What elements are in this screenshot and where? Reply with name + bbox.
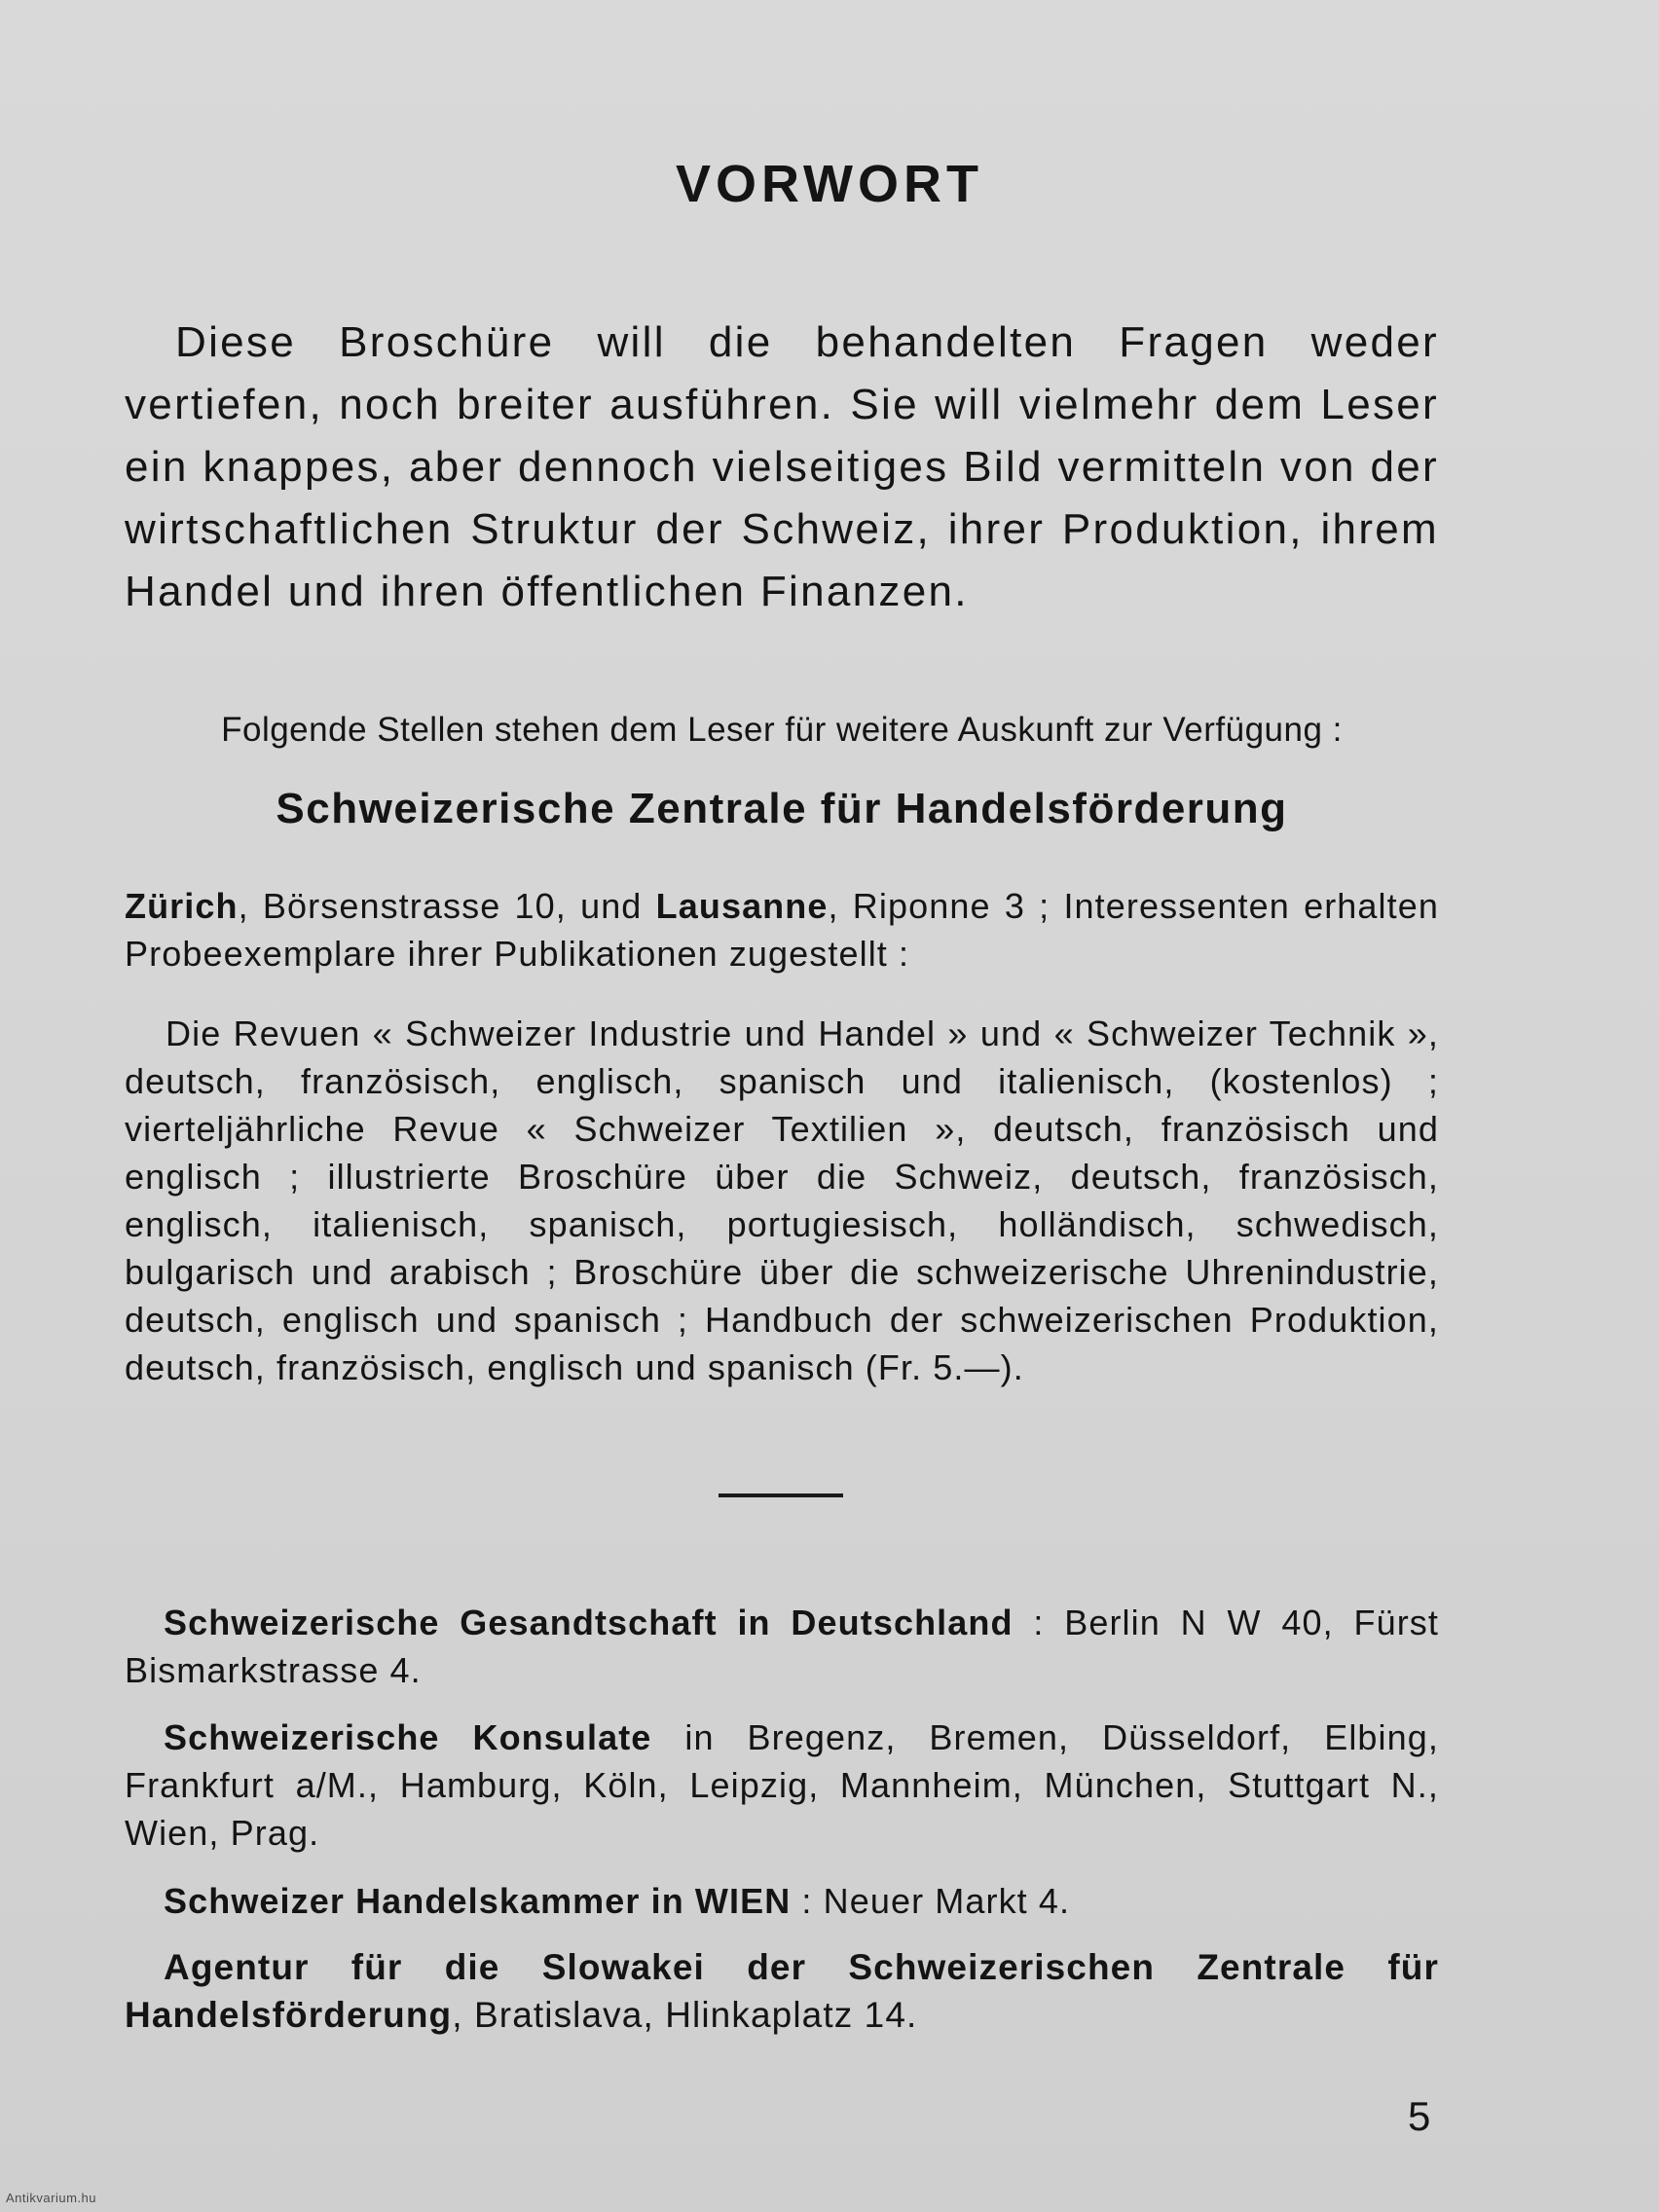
section-divider bbox=[719, 1493, 843, 1497]
chamber-paragraph bbox=[125, 1877, 1439, 1925]
agency-paragraph bbox=[125, 1943, 1439, 2039]
city-zurich: Zürich bbox=[125, 886, 239, 926]
agency-name: Agentur für die Slowakei der Schweizerischen Zentrale für Handelsförderung bbox=[125, 1947, 1439, 2035]
intro-paragraph: Diese Broschüre will die behandelten Fragen weder vertiefen, noch breiter ausführen. Sie will vielmehr dem Leser ein knappes, aber dennoch vielseitiges Bild vermitteln von der wirtschaftlichen Struktur der Schweiz, ihrer Produktion, ihrem Handel und ihren öffentlichen Finanzen. bbox=[125, 318, 1439, 615]
consulates-paragraph bbox=[125, 1714, 1439, 1857]
lausanne-address: , Riponne 3 ; Interessenten erhalten Probeexemplare ihrer Publikationen zugestellt : bbox=[125, 886, 1439, 974]
legation-paragraph bbox=[125, 1599, 1439, 1694]
watermark-text: Antikvarium.hu bbox=[6, 2191, 96, 2205]
agency-address: , Bratislava, Hlinkaplatz 14. bbox=[452, 1995, 918, 2035]
zurich-address: , Börsenstrasse 10, und bbox=[238, 886, 656, 926]
publications-paragraph: Die Revuen « Schweizer Industrie und Handel » und « Schweizer Technik », deutsch, französisch, englisch, spanisch und italienisch, (kostenlos) ; vierteljährliche Revue « Schweizer Textilien », deutsch, französisch und englisch ; illustrierte Broschüre über die Schweiz, deutsch, französisch, englisch, italienisch, spanisch, portugiesisch, holländisch, schwedisch, bulgarisch und arabisch ; Broschüre über die schweizerische Uhrenindustrie, deutsch, englisch und spanisch ; Handbuch der schweizerischen Produktion, deutsch, französisch, englisch und spanisch (Fr. 5.—). bbox=[125, 1014, 1439, 1387]
page-title: VORWORT bbox=[676, 155, 983, 213]
chamber-address: : Neuer Markt 4. bbox=[791, 1881, 1071, 1921]
central-office-heading: Schweizerische Zentrale für Handelsförderung bbox=[276, 785, 1288, 832]
consulates-name: Schweizerische Konsulate bbox=[164, 1717, 652, 1757]
chamber-name: Schweizer Handelskammer in WIEN bbox=[164, 1881, 792, 1921]
contacts-intro: Folgende Stellen stehen dem Leser für weitere Auskunft zur Verfügung : bbox=[221, 711, 1343, 749]
city-lausanne: Lausanne bbox=[655, 886, 829, 926]
zurich-paragraph bbox=[125, 882, 1439, 977]
legation-address: : Berlin N W 40, Fürst Bismarkstrasse 4. bbox=[125, 1603, 1439, 1690]
page-number: 5 bbox=[1408, 2093, 1431, 2139]
consulates-cities: in Bregenz, Bremen, Düsseldorf, Elbing, Frankfurt a/M., Hamburg, Köln, Leipzig, Mannheim, München, Stuttgart N., Wien, Prag. bbox=[125, 1717, 1439, 1853]
legation-name: Schweizerische Gesandtschaft in Deutschland bbox=[164, 1603, 1014, 1642]
